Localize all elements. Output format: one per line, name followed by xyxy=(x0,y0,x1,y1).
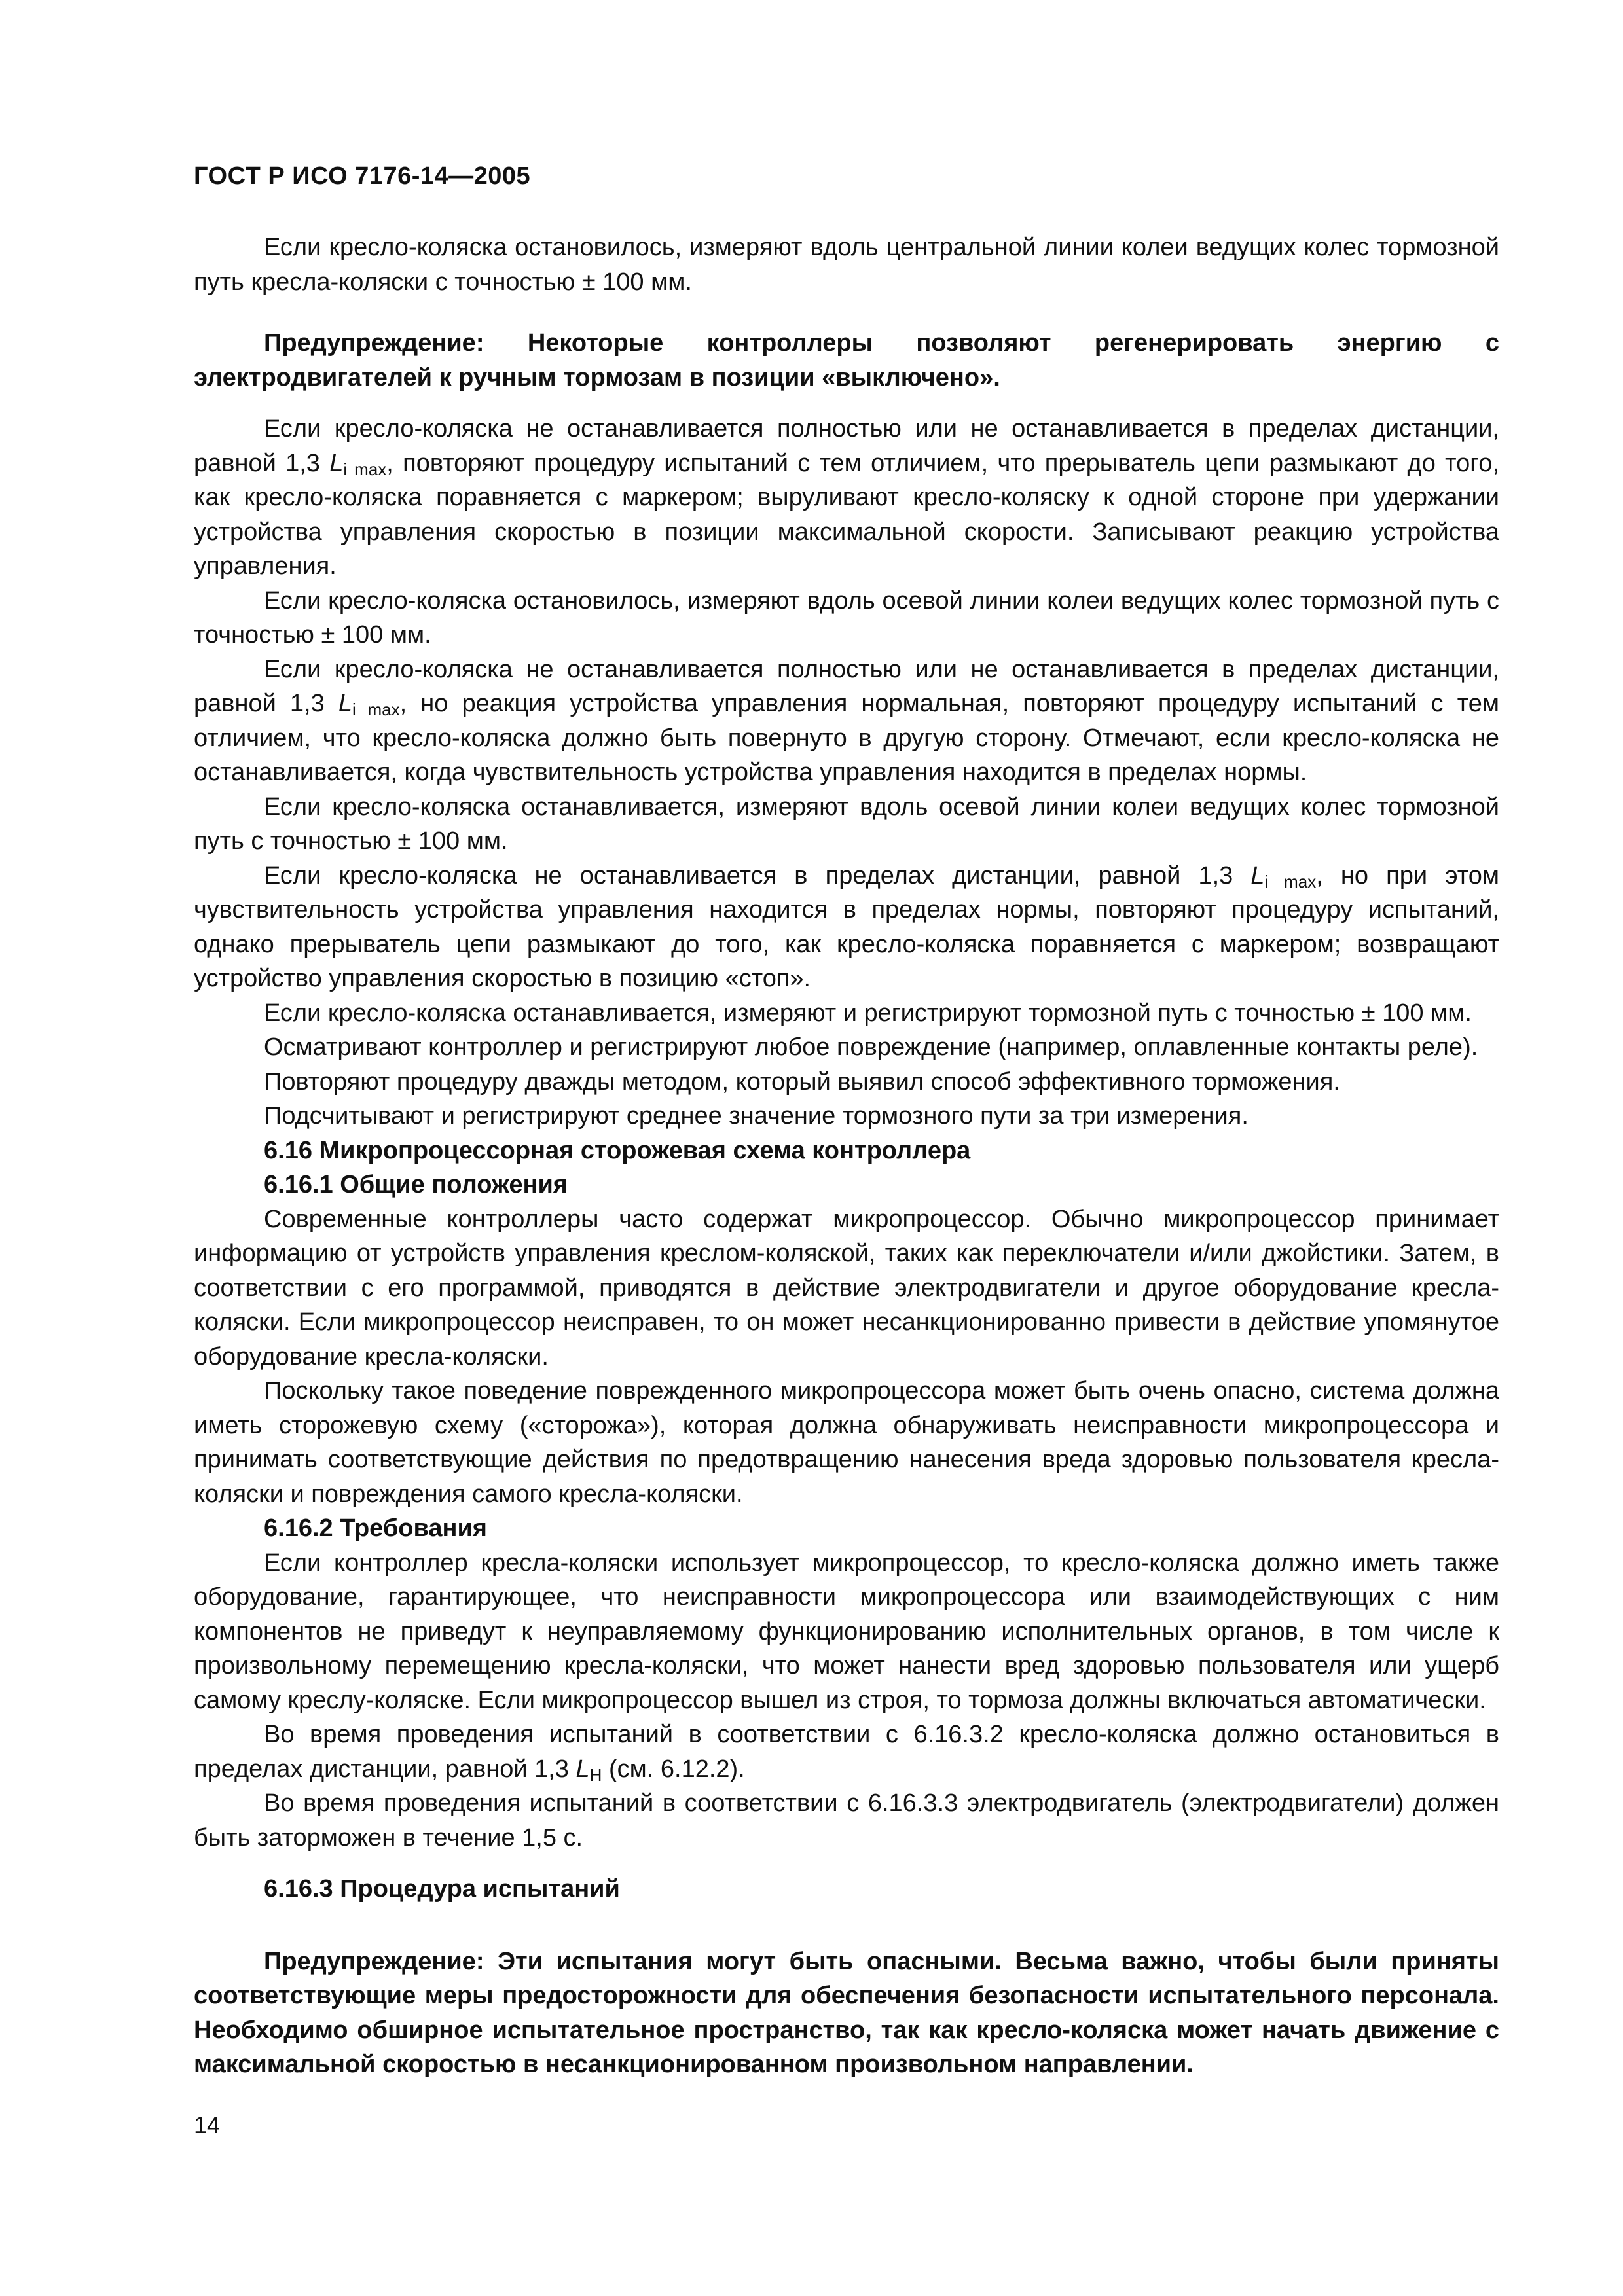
page-number: 14 xyxy=(194,2111,221,2138)
paragraph-stopping-distance-axis: Если кресло-коляска остановилось, измеряют вдоль осевой линии колеи ведущих колес тормозной путь с точностью ± 100 мм. xyxy=(194,586,1499,649)
text-segment: Если кресло-коляска не останавливается полностью или не останавливается в пределах дистанции, равной 1,3 xyxy=(194,655,1499,717)
subscript-i-max: i max xyxy=(352,700,400,719)
paragraph-requirements: Если контроллер кресла-коляски использует микропроцессор, то кресло-коляска должно иметь также оборудование, гарантирующее, что неисправности микропроцессора или взаимодействующих с ним компонентов не приведут к неуправляемому функционированию исполнительных органов, в том числе к произвольному перемещению кресла-коляски, что может нанести вред здоровью пользователя или ущерб самому креслу-коляске. Если микропроцессор вышел из строя, то тормоза должны включаться автоматически. xyxy=(194,1549,1499,1714)
section-heading-6-16: 6.16 Микропроцессорная сторожевая схема контроллера xyxy=(264,1136,971,1164)
section-heading-6-16-1: 6.16.1 Общие положения xyxy=(264,1171,568,1198)
paragraph-motor-braked: Во время проведения испытаний в соответствии с 6.16.3.3 электродвигатель (электродвигатели) должен быть заторможен в течение 1,5 с. xyxy=(194,1789,1499,1852)
page-content xyxy=(194,230,1499,2082)
text-segment: , но реакция устройства управления нормальная, повторяют процедуру испытаний с тем отличием, что кресло-коляска должно быть повернуто в другую сторону. Отмечают, если кресло-коляска не останавливается, когда чувствительность устройства управления находится в пределах нормы. xyxy=(194,690,1500,786)
paragraph-register-distance: Если кресло-коляска останавливается, измеряют и регистрируют тормозной путь с точностью ± 100 мм. xyxy=(264,999,1472,1027)
warning-dangerous-tests: Предупреждение: Эти испытания могут быть опасными. Весьма важно, чтобы были приняты соответствующие меры предосторожности для обеспечения безопасности испытательного персонала. Необходимо обширное испытательное пространство, так как кресло-коляска может начать движение с максимальной скоростью в несанкционированном произвольном направлении. xyxy=(194,1947,1499,2078)
text-segment: , но при этом чувствительность устройства управления находится в пределах нормы, повторяют процедуру испытаний, однако прерыватель цепи размыкают до того, как кресло-коляска поравняется с маркером; возвращают устройство управления скоростью в позицию «стоп». xyxy=(194,861,1499,992)
symbol-L: L xyxy=(329,449,344,477)
text-segment: Если кресло-коляска не останавливается полностью или не останавливается в пределах дистанции, равной 1,3 xyxy=(194,415,1499,477)
text-segment: Во время проведения испытаний в соответствии с 6.16.3.2 кресло-коляска должно остановиться в пределах дистанции, равной 1,3 xyxy=(194,1721,1499,1783)
section-heading-6-16-3: 6.16.3 Процедура испытаний xyxy=(264,1875,620,1903)
paragraph-inspect-controller: Осматривают контроллер и регистрируют любое повреждение (например, оплавленные контакты реле). xyxy=(264,1033,1478,1061)
paragraph-repeat-twice: Повторяют процедуру дважды методом, который выявил способ эффективного торможения. xyxy=(264,1067,1340,1096)
symbol-L: L xyxy=(338,690,352,717)
section-heading-6-16-2: 6.16.2 Требования xyxy=(264,1515,487,1542)
paragraph-watchdog-required: Поскольку такое поведение поврежденного микропроцессора может быть очень опасно, система должна иметь сторожевую схему («сторожа»), которая должна обнаруживать неисправности микропроцессора и принимать соответствующие действия по предотвращению нанесения вреда здоровью пользователя кресла-коляски и повреждения самого кресла-коляски. xyxy=(194,1377,1499,1508)
subscript-H: H xyxy=(589,1765,602,1785)
text-segment: (см. 6.12.2). xyxy=(602,1755,745,1783)
symbol-L: L xyxy=(575,1755,590,1783)
warning-regeneration: Предупреждение: Некоторые контроллеры позволяют регенерировать энергию с электродвигателей к ручным тормозам в позиции «выключено». xyxy=(194,329,1499,391)
subscript-i-max: i max xyxy=(343,459,387,479)
subscript-i-max: i max xyxy=(1264,871,1317,891)
paragraph-stop-position xyxy=(194,859,1499,996)
paragraph-microprocessor-general: Современные контроллеры часто содержат микропроцессор. Обычно микропроцессор принимает информацию от устройств управления креслом-коляской, таких как переключатели и/или джойстики. Затем, в соответствии с его программой, приводятся в действие электродвигатели и другое оборудование кресла-коляски. Если микропроцессор неисправен, то он может несанкционированно привести в действие упомянутое оборудование кресла-коляски. xyxy=(194,1205,1499,1371)
paragraph-not-stopping-circuit-breaker xyxy=(194,412,1499,584)
paragraph-turn-other-side xyxy=(194,653,1499,790)
text-segment: , повторяют процедуру испытаний с тем отличием, что прерыватель цепи размыкают до того, как кресло-коляска поравняется с маркером; выруливают кресло-коляску к одной стороне при удержании устройства управления скоростью в позиции максимальной скорости. Записывают реакцию устройства управления. xyxy=(194,449,1499,580)
page-header-document-code: ГОСТ Р ИСО 7176-14—2005 xyxy=(194,162,531,190)
paragraph-stopping-distance-centerline: Если кресло-коляска остановилось, измеряют вдоль центральной линии колеи ведущих колес тормозной путь кресла-коляски с точностью ± 100 мм. xyxy=(194,234,1499,296)
paragraph-stopping-measure: Если кресло-коляска останавливается, измеряют вдоль осевой линии колеи ведущих колес тормозной путь с точностью ± 100 мм. xyxy=(194,793,1499,855)
symbol-L: L xyxy=(1250,861,1265,889)
paragraph-stop-within-distance xyxy=(194,1717,1499,1786)
text-segment: Если кресло-коляска не останавливается в пределах дистанции, равной 1,3 xyxy=(264,861,1251,889)
paragraph-average-distance: Подсчитывают и регистрируют среднее значение тормозного пути за три измерения. xyxy=(264,1102,1249,1130)
